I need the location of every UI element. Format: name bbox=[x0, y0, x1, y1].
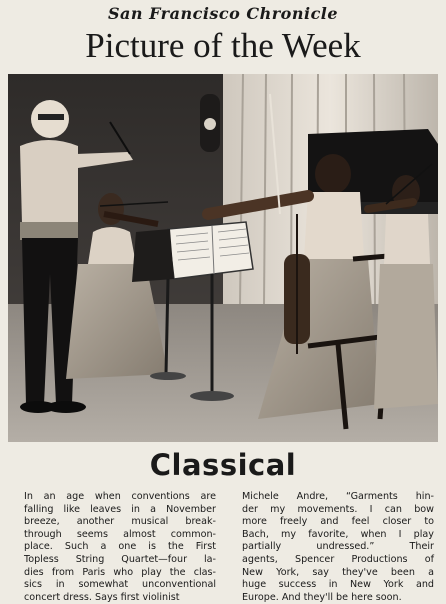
article-line: through seems almost common- bbox=[24, 528, 216, 540]
article-line: sics in somewhat unconventional bbox=[24, 579, 216, 591]
article-line: New York, say they've been a bbox=[242, 566, 434, 578]
article-line: Michele Andre, “Garments hin- bbox=[242, 491, 434, 502]
article-line: concert dress. Says first violinist bbox=[24, 591, 180, 603]
article-column-left bbox=[24, 491, 216, 604]
article-line: agents, Spencer Productions of bbox=[242, 553, 434, 565]
article-line: falling like leaves in a November bbox=[24, 503, 216, 515]
article-line: der my movements. I can bow bbox=[242, 503, 434, 515]
article-line: partially undressed.” Their bbox=[242, 541, 434, 553]
article-line: more freely and feel closer to bbox=[242, 516, 434, 528]
article-line: In an age when conventions are bbox=[24, 491, 216, 502]
article-line: dies from Paris who play the clas- bbox=[24, 566, 216, 578]
article-column-right bbox=[242, 491, 434, 604]
article-line: Bach, my favorite, when I play bbox=[242, 528, 434, 540]
article-line: place. Such a one is the First bbox=[24, 541, 216, 553]
quartet-photo bbox=[8, 74, 438, 442]
article-line: Europe. And they'll be here soon. bbox=[242, 591, 402, 603]
article-body bbox=[24, 491, 434, 603]
article-line: huge success in New York and bbox=[242, 579, 434, 591]
article-line: breeze, another musical break- bbox=[24, 516, 216, 528]
newspaper-masthead: San Francisco Chronicle bbox=[107, 4, 339, 23]
article-line: Topless String Quartet—four la- bbox=[24, 553, 216, 565]
photo-illustration bbox=[8, 74, 438, 442]
page-headline: Picture of the Week bbox=[85, 26, 361, 65]
section-title: Classical bbox=[149, 448, 297, 482]
